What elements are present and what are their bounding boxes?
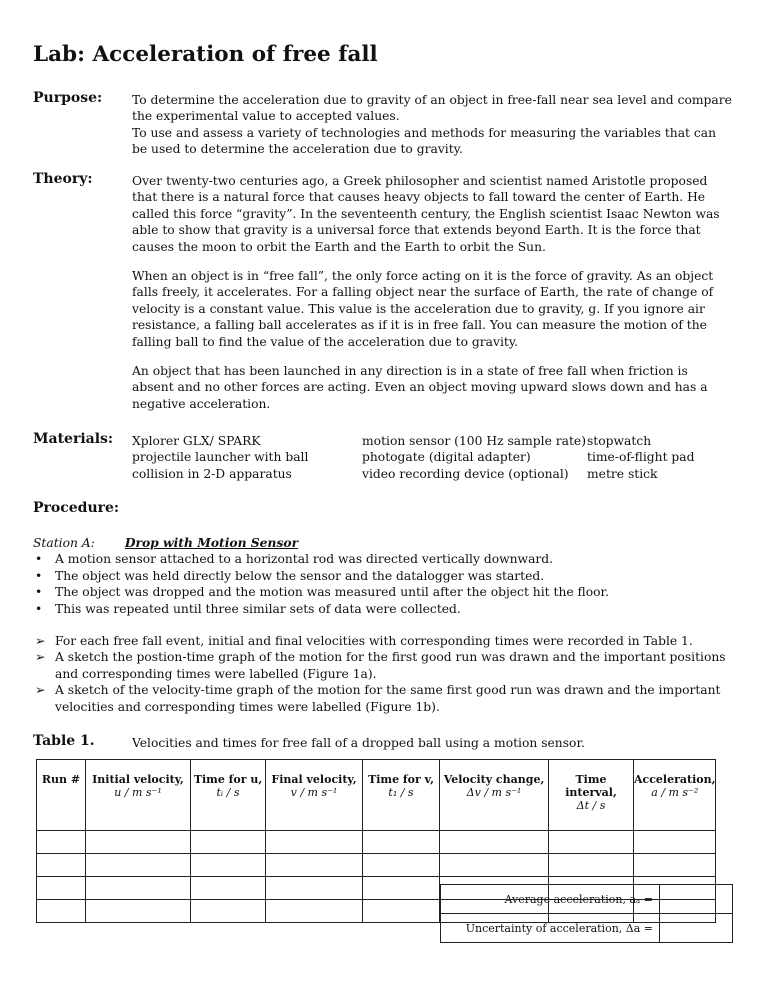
materials-label: Materials:	[33, 431, 114, 447]
material-item: time-of-flight pad	[587, 450, 695, 465]
theory-label: Theory:	[33, 171, 93, 187]
table-header-row	[37, 760, 716, 831]
materials-column-3	[587, 433, 695, 482]
summary-table	[440, 884, 733, 943]
theory-paragraph: When an object is in “free fall”, the only force acting on it is the force of gravity. As an object falls freely, it accelerates. For a falling object near the surface of Earth, the rate of change of velocity is a constant value. This value is the acceleration due to gravity, g. If you ignore air resistance, a falling ball accelerates as if it is in free fall. You can measure the motion of the falling ball to find the value of the acceleration due to gravity.	[132, 269, 714, 349]
station-a	[33, 535, 743, 617]
material-item: photogate (digital adapter)	[362, 450, 531, 465]
uncertainty-value[interactable]	[660, 914, 733, 943]
purpose-line: To use and assess a variety of technologies and methods for measuring the variables that can be used to determine the acceleration due to gravity.	[132, 125, 717, 157]
column-header: Time interval, Δt / s	[549, 760, 634, 831]
list-item: ➢ For each free fall event, initial and final velocities with corresponding times were recorded in Table 1.	[35, 634, 693, 648]
table-row	[37, 831, 716, 854]
summary-row	[441, 885, 733, 914]
material-item: collision in 2-D apparatus	[132, 466, 292, 481]
summary-row	[441, 914, 733, 943]
material-item: motion sensor (100 Hz sample rate)	[362, 434, 586, 448]
list-item: • The object was dropped and the motion was measured until after the object hit the floor.	[35, 585, 609, 600]
material-item: stopwatch	[587, 434, 652, 448]
column-header: Initial velocity, u / m s⁻¹	[86, 760, 191, 831]
procedure-arrow-list	[33, 633, 743, 715]
materials-column-2	[362, 433, 586, 482]
uncertainty-label: Uncertainty of acceleration, Δa =	[441, 914, 660, 943]
station-heading	[33, 535, 743, 551]
station-title: Drop with Motion Sensor	[124, 535, 299, 550]
column-header: Acceleration, a / m s⁻²	[634, 760, 716, 831]
average-acceleration-label: Average acceleration, aₐ =	[441, 885, 660, 914]
column-header: Velocity change, Δv / m s⁻¹	[440, 760, 549, 831]
table-caption-text: Velocities and times for free fall of a dropped ball using a motion sensor.	[132, 736, 585, 750]
page-title: Lab: Acceleration of free fall	[33, 42, 378, 67]
material-item: Xplorer GLX/ SPARK	[132, 434, 261, 448]
theory-paragraph: Over twenty-two centuries ago, a Greek philosopher and scientist named Aristotle proposed that there is a natural force that causes heavy objects to fall toward the center of Earth. He called this force “gravity”. In the seventeenth century, the English scientist Isaac Newton was able to show that gravity is a universal force that extends beyond Earth. It is the force that causes the moon to orbit the Earth and the Earth to orbit the Sun.	[132, 174, 720, 254]
purpose-line: To determine the acceleration due to gravity of an object in free-fall near sea level and compare the experimental value to accepted values.	[132, 93, 732, 124]
list-item: ➢ A sketch of the velocity-time graph of the motion for the same first good run was drawn and the important velocities and corresponding times were labelled (Figure 1b).	[35, 683, 721, 714]
column-header: Final velocity, v / m s⁻¹	[266, 760, 363, 831]
table-label: Table 1.	[33, 733, 95, 749]
list-item: ➢ A sketch the postion-time graph of the motion for the first good run was drawn and the important positions and corresponding times were labelled (Figure 1a).	[35, 650, 726, 681]
theory-paragraph: An object that has been launched in any direction is in a state of free fall when friction is absent and no other forces are acting. Even an object moving upward slows down and has a negative acceleration.	[132, 364, 708, 411]
list-item: • This was repeated until three similar sets of data were collected.	[35, 601, 461, 616]
material-item: video recording device (optional)	[362, 466, 569, 481]
table-row	[37, 854, 716, 877]
material-item: projectile launcher with ball	[132, 450, 309, 465]
material-item: metre stick	[587, 466, 658, 481]
materials-column-1	[132, 433, 308, 482]
station-label: Station A:	[33, 536, 95, 550]
column-header: Time for v, t₁ / s	[363, 760, 440, 831]
materials-section	[33, 431, 733, 483]
procedure-bullet-list	[33, 551, 743, 617]
purpose-label: Purpose:	[33, 90, 103, 106]
list-item: • A motion sensor attached to a horizontal rod was directed vertically downward.	[35, 552, 554, 567]
procedure-label: Procedure:	[33, 500, 120, 516]
average-acceleration-value[interactable]	[660, 885, 733, 914]
column-header: Run #	[37, 760, 86, 831]
column-header: Time for u, tᵢ / s	[191, 760, 266, 831]
list-item: • The object was held directly below the sensor and the datalogger was started.	[35, 568, 545, 583]
